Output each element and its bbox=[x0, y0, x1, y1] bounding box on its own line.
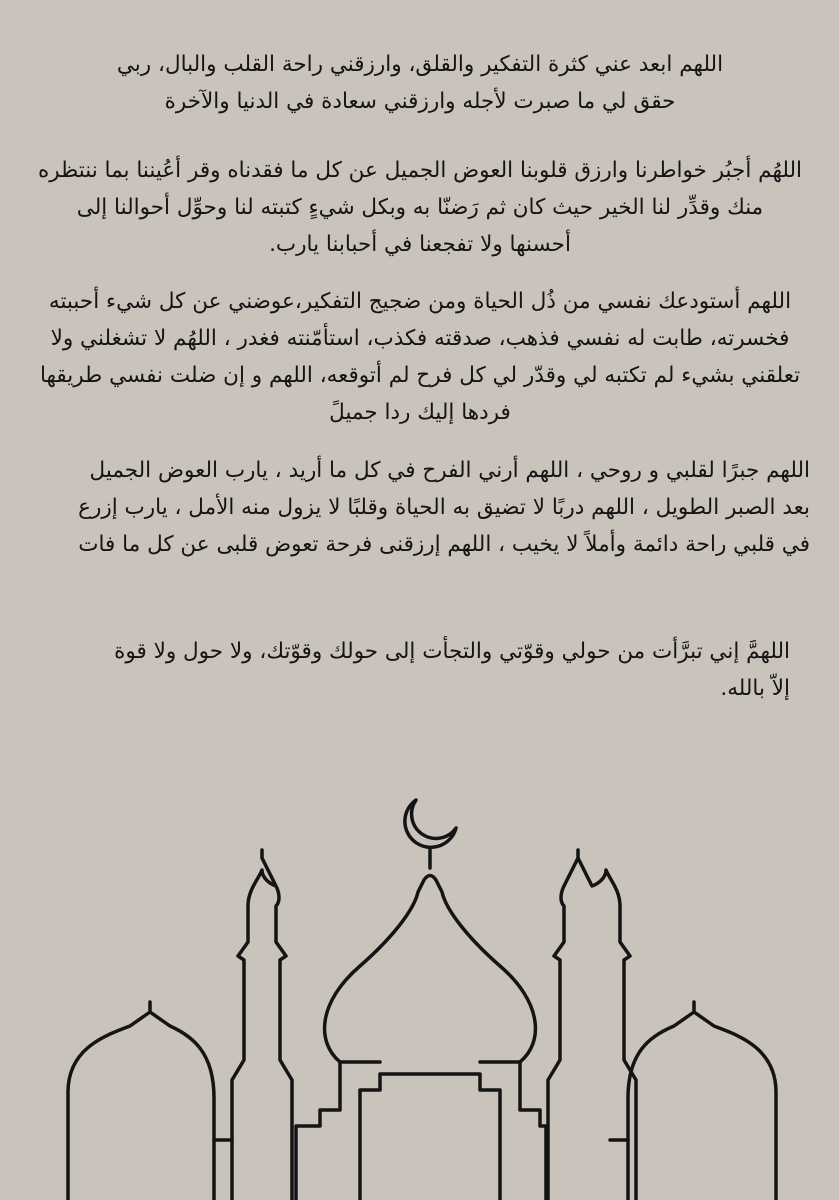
mosque-outline-icon bbox=[0, 780, 839, 1200]
text-line: اللهم ابعد عني كثرة التفكير والقلق، وارزقني راحة القلب والبال، ربي bbox=[116, 52, 724, 77]
dua-paragraph-3 bbox=[30, 283, 810, 431]
dua-paragraph-1 bbox=[40, 46, 800, 120]
text-line: اللهم أستودعك نفسي من ذُل الحياة ومن ضجيج التفكير،عوضني عن كل شيء أحببته bbox=[48, 289, 792, 314]
dua-paragraph-2 bbox=[30, 152, 810, 263]
dua-paragraph-4 bbox=[30, 452, 810, 563]
crescent-moon-icon bbox=[405, 800, 456, 847]
text-line: إلاّ بالله. bbox=[720, 676, 790, 701]
text-line: اللهُم أجبُر خواطرنا وارزق قلوبنا العوض الجميل عن كل ما فقدناه وقر أعُيننا بما ننتظره bbox=[37, 158, 802, 183]
text-line: أحسنها ولا تفجعنا في أحبابنا يارب. bbox=[269, 232, 571, 257]
text-line: فخسرته، طابت له نفسي فذهب، صدقته فكذب، استأمّنته فغدر ، اللهُم لا تشغلني ولا bbox=[50, 326, 790, 351]
dua-paragraph-5 bbox=[114, 633, 790, 707]
text-line: حقق لي ما صبرت لأجله وارزقني سعادة في الدنيا والآخرة bbox=[164, 89, 676, 114]
text-line: فردها إليك ردا جميلً bbox=[329, 400, 511, 425]
text-line: اللهم جبرًا لقلبي و روحي ، اللهم أرني الفرح في كل ما أريد ، يارب العوض الجميل bbox=[89, 458, 810, 483]
text-line: اللهمَّ إني تبرَّأت من حولي وقوّتي والتجأت إلى حولك وقوّتك، ولا حول ولا قوة bbox=[114, 639, 790, 664]
text-line: تعلقني بشيء لم تكتبه لي وقدّر لي كل فرح لم أتوقعه، اللهم و إن ضلت نفسي طريقها bbox=[39, 363, 801, 388]
text-line: بعد الصبر الطويل ، اللهم دربًا لا تضيق به الحياة وقلبًا لا يزول منه الأمل ، يارب إزرع bbox=[78, 495, 810, 520]
text-line: في قلبي راحة دائمة وأملاً لا يخيب ، اللهم إرزقنى فرحة تعوض قلبى عن كل ما فات bbox=[78, 532, 810, 557]
text-line: منك وقدِّر لنا الخير حيث كان ثم رَضنّا به وبكل شيءٍ كتبته لنا وحوِّل أحوالنا إلى bbox=[76, 195, 764, 220]
